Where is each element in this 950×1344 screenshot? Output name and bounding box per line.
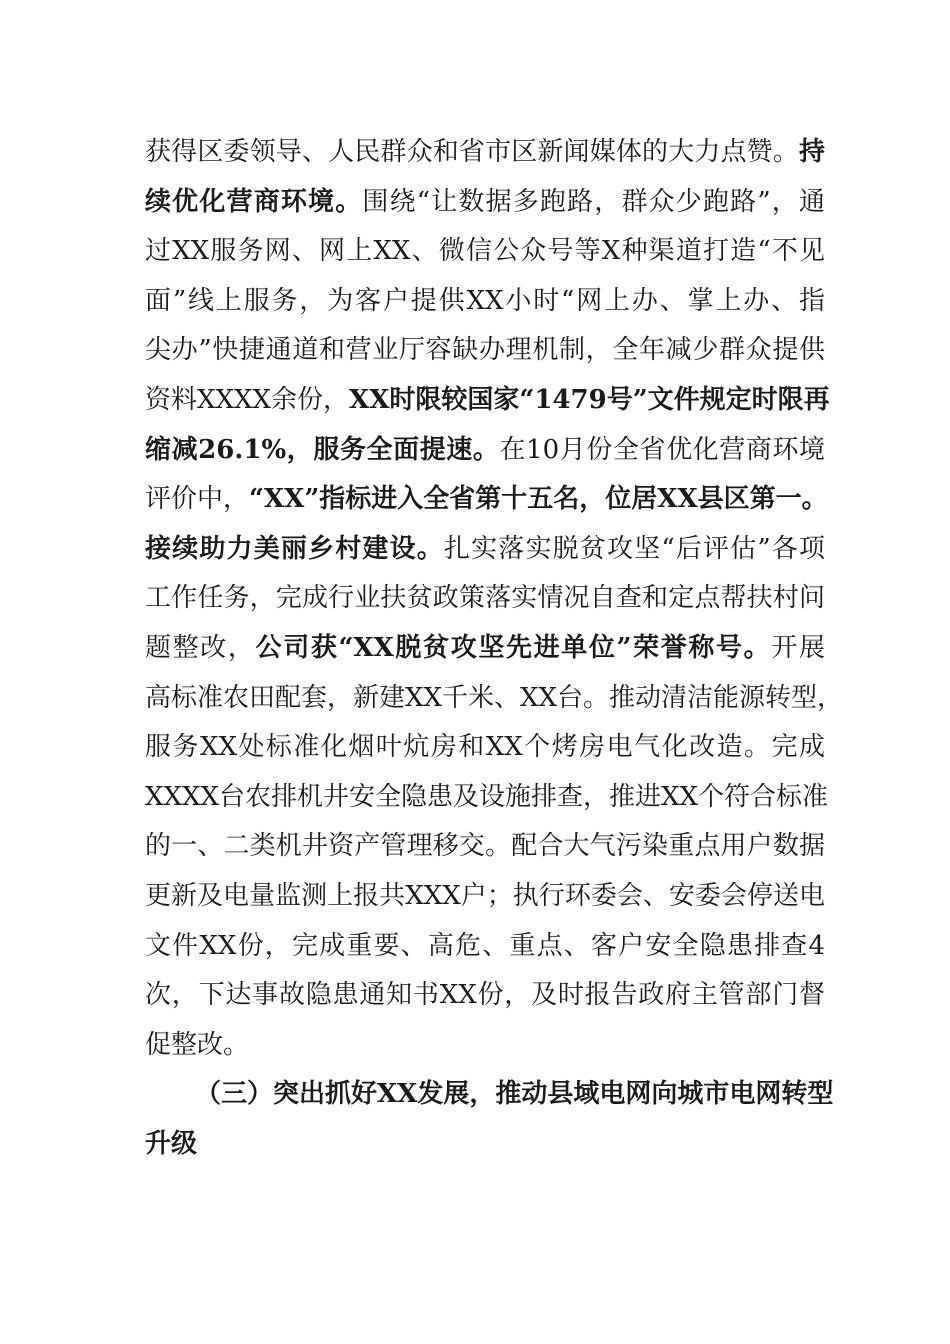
section-heading-line-2: 升级	[145, 1128, 198, 1159]
body-line	[145, 178, 825, 228]
body-line	[145, 922, 825, 972]
text-run: 工作任务，完成行业扶贫政策落实情况自查和定点帮扶村问	[145, 583, 825, 614]
bold-text-run: 续优化营商环境。	[145, 186, 363, 217]
text-run: 开展	[771, 632, 825, 663]
body-line	[145, 674, 844, 724]
body-line	[145, 326, 825, 376]
body-line	[145, 574, 825, 624]
bold-text-run: 持	[798, 137, 825, 167]
bold-text-run: 缩减26.1%，服务全面提速。	[145, 434, 500, 465]
body-line	[145, 624, 825, 674]
section-heading-line-1: （三）突出抓好XX发展，推动县域电网向城市电网转型	[195, 1079, 834, 1110]
text-run: 扎实落实脱贫攻坚“后评估”各项	[443, 533, 825, 564]
bold-text-run: 接续助力美丽乡村建设。	[145, 533, 444, 564]
text-run: 面”线上服务，为客户提供XX小时“网上办、掌上办、指	[145, 285, 825, 316]
text-run: 服务XX处标准化烟叶炕房和XX个烤房电气化改造。完成	[145, 732, 825, 763]
body-line	[145, 822, 825, 872]
text-run: 在10月份全省优化营商环境	[499, 434, 825, 465]
body-line	[145, 376, 830, 426]
body-line	[145, 1021, 825, 1071]
document-body	[145, 128, 844, 1169]
body-line	[145, 723, 825, 773]
body-line	[145, 227, 825, 277]
text-run: 资料XXXX余份，	[145, 384, 350, 415]
text-run: 高标准农田配套，新建XX千米、XX台。推动清洁能源转型，	[145, 682, 844, 713]
text-run: 围绕“让数据多跑路，群众少跑路”，通	[362, 186, 825, 217]
text-run: 题整改，	[145, 632, 256, 663]
body-line	[145, 128, 825, 178]
body-paragraph	[145, 128, 844, 1070]
text-run: 过XX服务网、网上XX、微信公众号等X种渠道打造“不见	[145, 236, 825, 267]
text-run: 文件XX份，完成重要、高危、重点、客户安全隐患排查4	[145, 930, 825, 961]
body-line	[145, 426, 825, 476]
bold-text-run: XX时限较国家“1479号”文件规定时限再	[349, 384, 830, 415]
body-line	[145, 773, 829, 823]
text-run: 次，下达事故隐患通知书XX份，及时报告政府主管部门督	[145, 980, 825, 1011]
text-run: 更新及电量监测上报共XXX户；执行环委会、安委会停送电	[145, 880, 825, 911]
body-line	[145, 872, 825, 922]
bold-text-run: 公司获“XX脱贫攻坚先进单位”荣誉称号。	[255, 632, 772, 663]
body-line	[145, 971, 825, 1021]
text-run: 尖办”快捷通道和营业厅容缺办理机制，全年减少群众提供	[145, 335, 825, 366]
bold-text-run: “XX”指标进入全省第十五名，位居XX县区第一。	[249, 484, 828, 515]
text-run: 的一、二类机井资产管理移交。配合大气污染重点用户数据	[145, 831, 825, 862]
text-run: 评价中，	[145, 484, 250, 515]
body-line	[145, 277, 825, 327]
body-line	[145, 525, 825, 575]
text-run: 促整改。	[145, 1029, 250, 1060]
text-run: XXXX台农排机井安全隐患及设施排查，推进XX个符合标准	[145, 781, 829, 812]
body-line	[145, 475, 828, 525]
text-run: 获得区委领导、人民群众和省市区新闻媒体的大力点赞。	[145, 137, 799, 167]
